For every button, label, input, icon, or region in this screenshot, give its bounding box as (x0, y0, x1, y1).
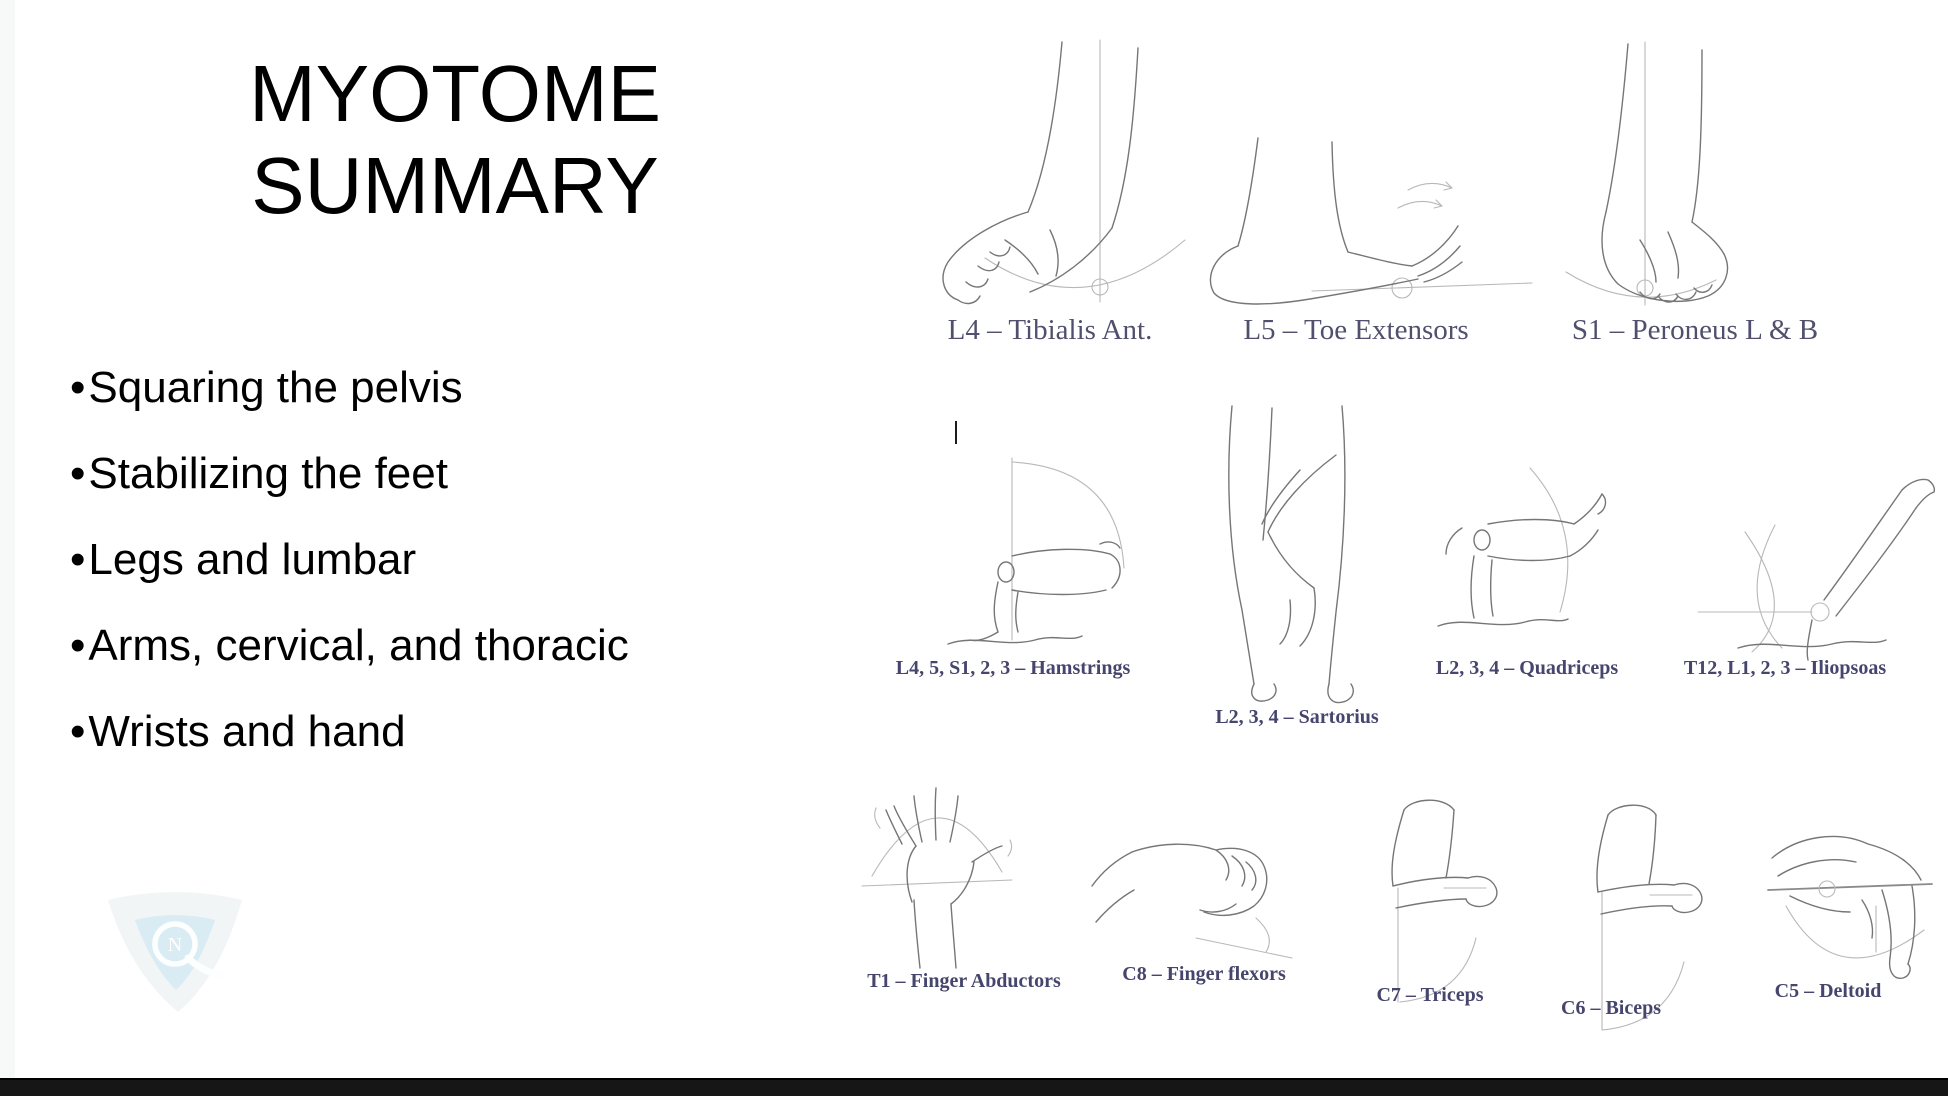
slide-title (145, 48, 765, 232)
bullet-list (70, 345, 629, 775)
bullet-marker: • (70, 363, 86, 412)
spread-hand-sketch (862, 788, 1012, 968)
label-c5-deltoid: C5 – Deltoid (1774, 980, 1882, 1002)
label-c8-finger-flexors: C8 – Finger flexors (1122, 963, 1286, 985)
bullet-marker: • (70, 449, 86, 498)
bullet-text: Arms, cervical, and thoracic (88, 621, 629, 670)
watermark-logo (100, 882, 250, 1017)
elbow-extension-arm-sketch (1392, 800, 1497, 1002)
left-edge-strip (0, 0, 15, 1078)
knee-flexion-hamstrings-sketch (948, 458, 1124, 644)
label-c7-triceps: C7 – Triceps (1376, 984, 1484, 1006)
flexed-fingers-fist-sketch (1092, 844, 1292, 958)
title-line-1: MYOTOME (249, 49, 661, 138)
bullet-item (70, 689, 629, 775)
label-s1-peroneus: S1 – Peroneus L & B (1571, 314, 1819, 346)
label-iliopsoas: T12, L1, 2, 3 – Iliopsoas (1683, 657, 1887, 679)
label-l5-toe-extensors: L5 – Toe Extensors (1243, 314, 1469, 346)
knee-extension-quadriceps-sketch (1438, 468, 1605, 626)
title-line-2: SUMMARY (251, 141, 659, 230)
bullet-marker: • (70, 621, 86, 670)
label-quadriceps: L2, 3, 4 – Quadriceps (1435, 657, 1619, 679)
bottom-bar (0, 1078, 1948, 1096)
label-sartorius: L2, 3, 4 – Sartorius (1215, 706, 1379, 728)
bullet-text: Legs and lumbar (88, 535, 417, 584)
bullet-text: Wrists and hand (88, 707, 406, 756)
bullet-marker: • (70, 535, 86, 584)
bullet-item (70, 517, 629, 603)
bullet-marker: • (70, 707, 86, 756)
label-l4-tibialis-anterior: L4 – Tibialis Ant. (947, 314, 1153, 346)
text-cursor[interactable] (955, 421, 957, 444)
label-c6-biceps: C6 – Biceps (1561, 997, 1661, 1019)
hip-flexion-iliopsoas-sketch (1698, 479, 1934, 660)
bullet-item (70, 431, 629, 517)
foot-dorsiflexion-sketch (943, 40, 1185, 303)
bullet-text: Squaring the pelvis (88, 363, 463, 412)
bullet-item (70, 603, 629, 689)
foot-toe-extension-sketch (1210, 138, 1532, 304)
shoulder-deltoid-sketch (1768, 836, 1932, 978)
label-hamstrings: L4, 5, S1, 2, 3 – Hamstrings (895, 657, 1131, 679)
watermark-letter: N (167, 934, 183, 956)
bullet-item (70, 345, 629, 431)
label-t1-finger-abductors: T1 – Finger Abductors (867, 970, 1061, 992)
foot-eversion-sketch (1566, 42, 1727, 305)
bullet-text: Stabilizing the feet (88, 449, 448, 498)
crossed-legs-sartorius-sketch (1229, 406, 1353, 702)
